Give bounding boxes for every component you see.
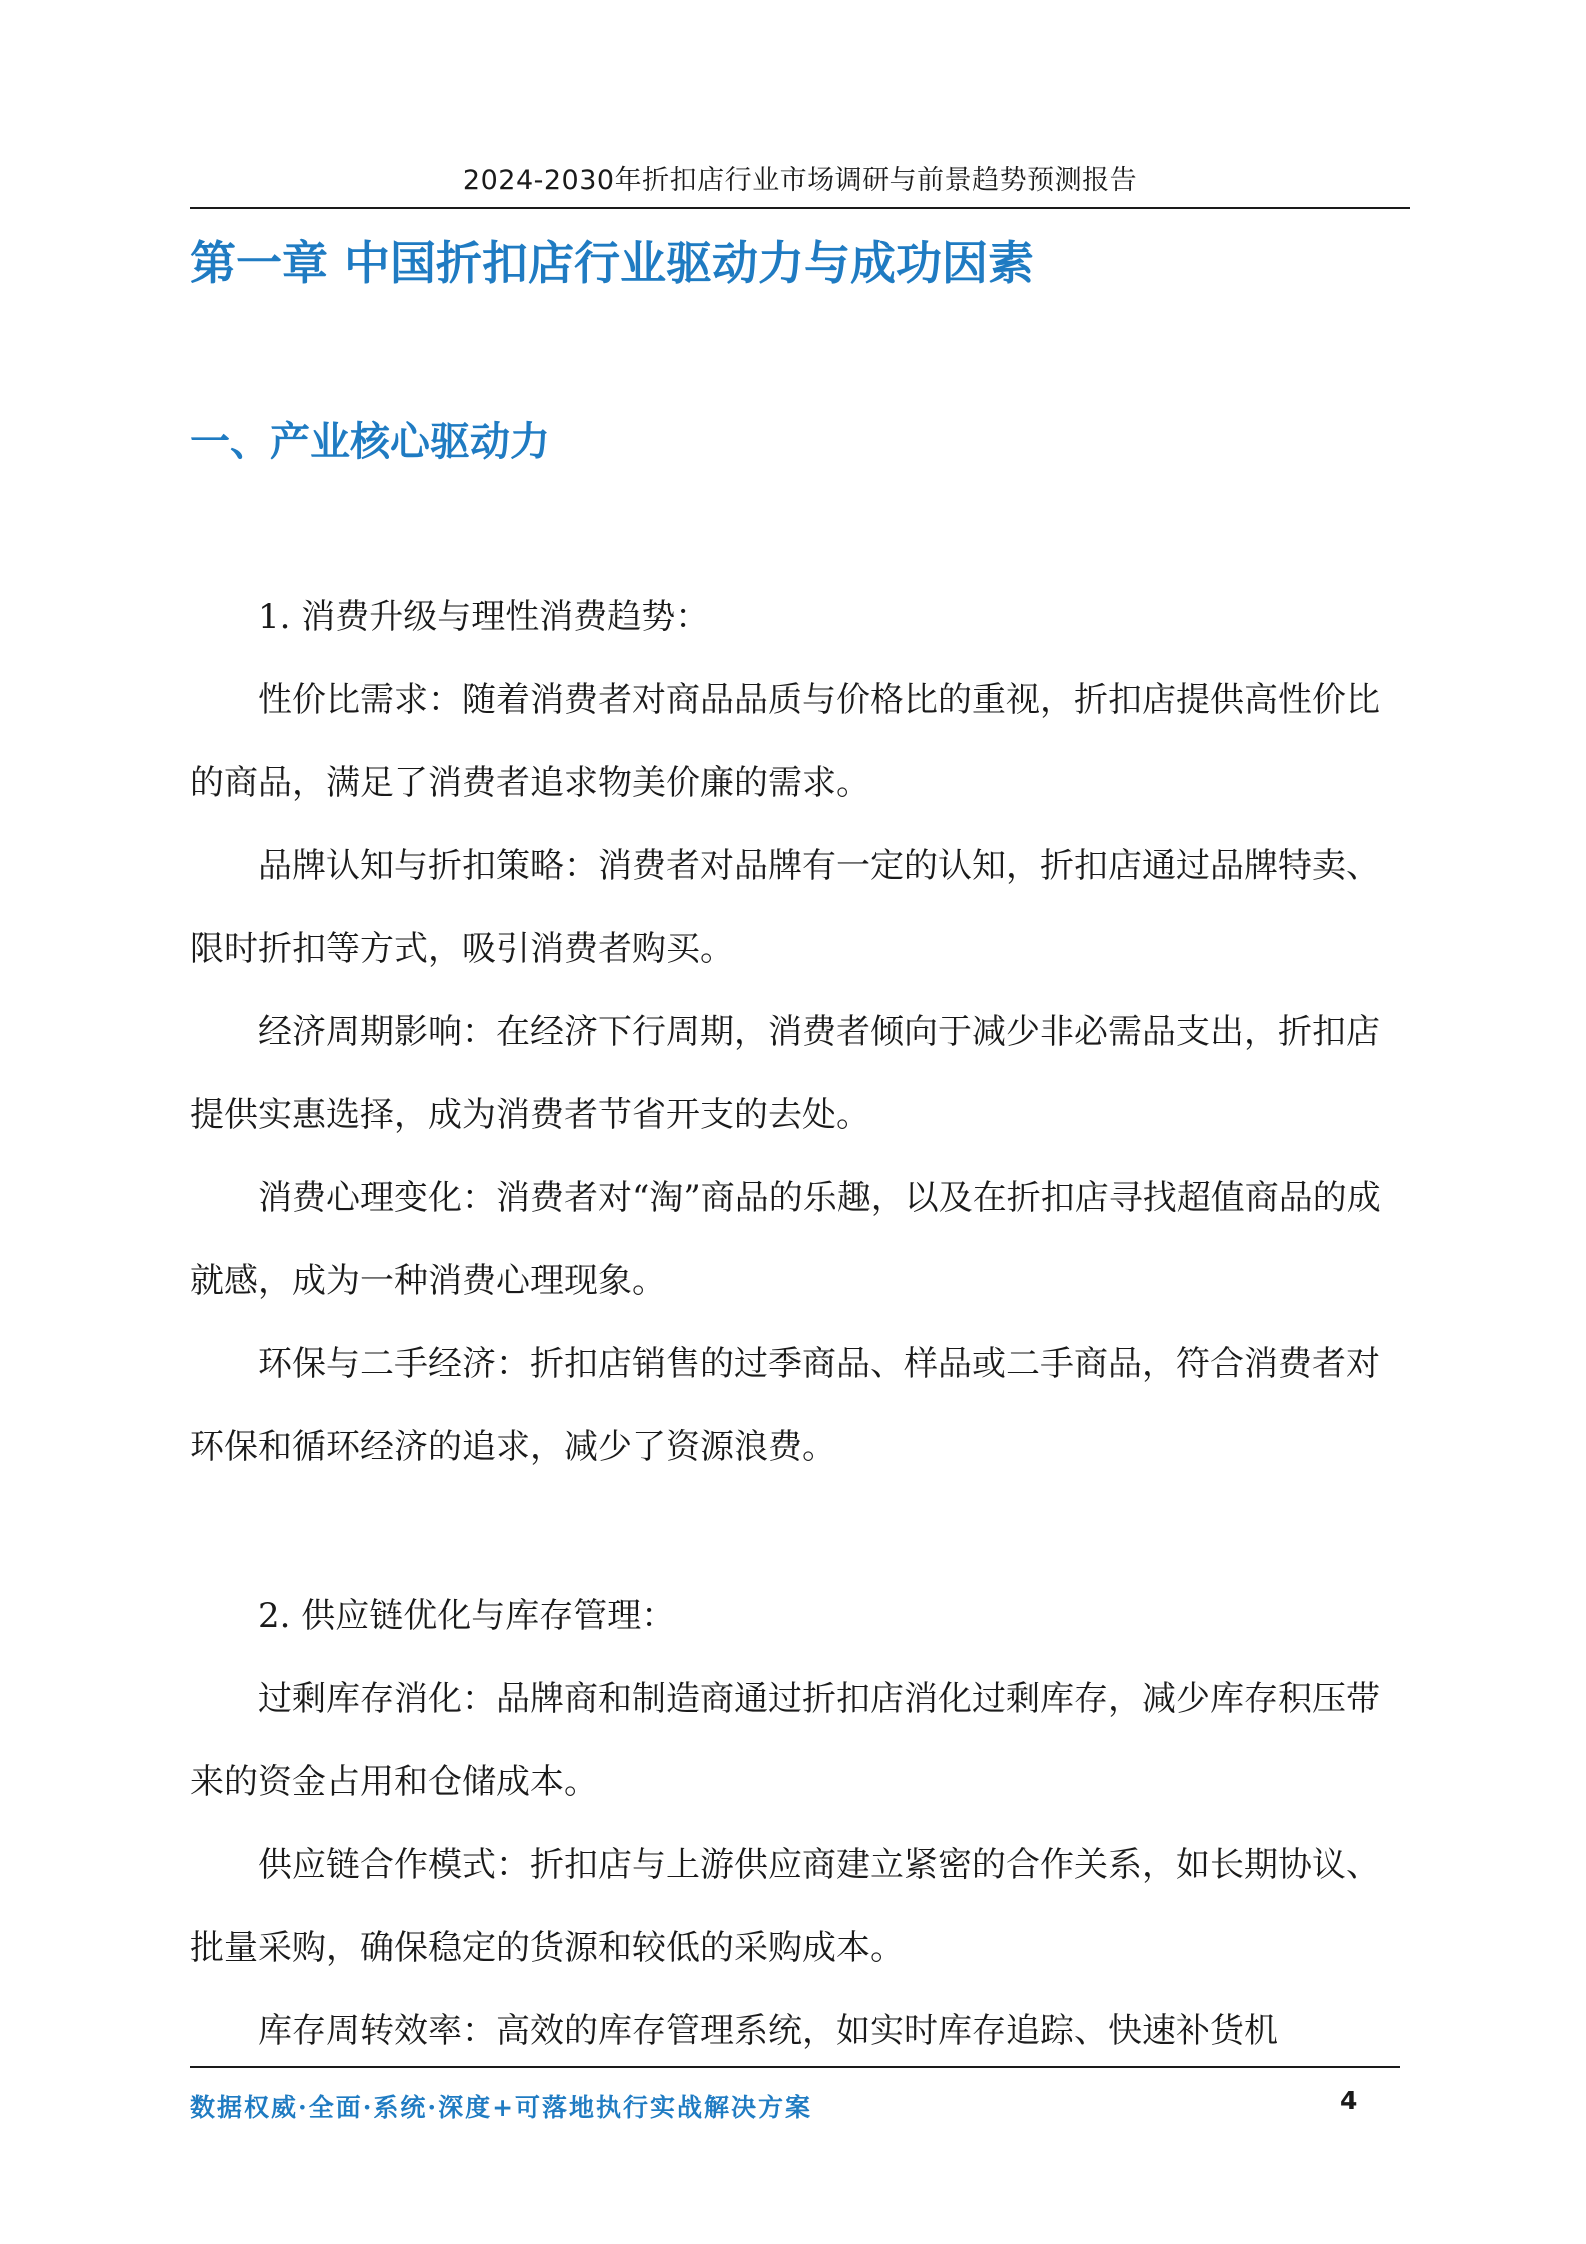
item-2-paragraph-2: 供应链合作模式：折扣店与上游供应商建立紧密的合作关系，如长期协议、批量采购，确保稳定的货源和较低的采购成本。 bbox=[190, 1845, 1380, 1968]
item-1-block bbox=[190, 576, 1390, 1489]
item-2-paragraph-1: 过剩库存消化：品牌商和制造商通过折扣店消化过剩库存，减少库存积压带来的资金占用和仓储成本。 bbox=[190, 1679, 1380, 1802]
item-2-paragraph-3: 库存周转效率：高效的库存管理系统，如实时库存追踪、快速补货机 bbox=[258, 2011, 1278, 2051]
item-2-block bbox=[190, 1575, 1390, 2073]
page-number: 4 bbox=[1340, 2086, 1358, 2115]
item-1-paragraph-3: 经济周期影响：在经济下行周期，消费者倾向于减少非必需品支出，折扣店提供实惠选择，成为消费者节省开支的去处。 bbox=[190, 1012, 1380, 1135]
item-1-paragraph-4: 消费心理变化：消费者对“淘”商品的乐趣，以及在折扣店寻找超值商品的成就感，成为一种消费心理现象。 bbox=[190, 1178, 1381, 1301]
footer-slogan: 数据权威·全面·系统·深度+可落地执行实战解决方案 bbox=[190, 2093, 813, 2122]
header-divider bbox=[190, 207, 1410, 209]
item-1-paragraph-5: 环保与二手经济：折扣店销售的过季商品、样品或二手商品，符合消费者对环保和循环经济的追求，减少了资源浪费。 bbox=[190, 1344, 1380, 1467]
chapter-title: 第一章 中国折扣店行业驱动力与成功因素 bbox=[190, 236, 1035, 290]
item-1-paragraph-1: 性价比需求：随着消费者对商品品质与价格比的重视，折扣店提供高性价比的商品，满足了消费者追求物美价廉的需求。 bbox=[190, 680, 1380, 803]
item-1-paragraph-2: 品牌认知与折扣策略：消费者对品牌有一定的认知，折扣店通过品牌特卖、限时折扣等方式，吸引消费者购买。 bbox=[190, 846, 1380, 969]
item-2-heading: 2. 供应链优化与库存管理： bbox=[258, 1596, 676, 1636]
item-1-heading: 1. 消费升级与理性消费趋势： bbox=[258, 597, 710, 637]
section-title: 一、产业核心驱动力 bbox=[190, 419, 550, 465]
footer-divider bbox=[190, 2066, 1400, 2068]
report-header-title: 2024-2030年折扣店行业市场调研与前景趋势预测报告 bbox=[462, 165, 1138, 196]
